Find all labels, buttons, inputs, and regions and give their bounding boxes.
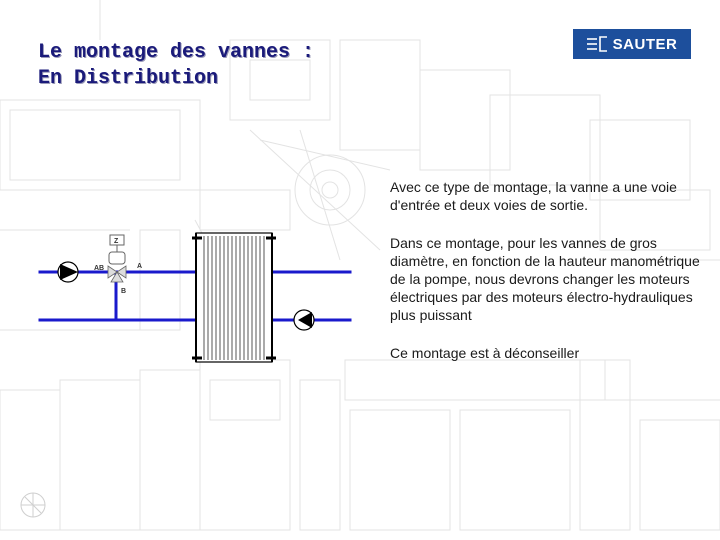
secondary-pump-icon xyxy=(294,310,314,330)
compass-icon xyxy=(21,493,45,517)
port-a-label: A xyxy=(137,263,143,270)
heat-exchanger-icon xyxy=(192,233,276,362)
description-text xyxy=(390,178,708,382)
sauter-logo-text: SAUTER xyxy=(612,35,678,53)
title-line-1: Le montage des vannes : xyxy=(38,41,315,64)
supply-pump-icon xyxy=(58,262,78,282)
port-b-label: B xyxy=(121,288,127,295)
port-ab-label: AB xyxy=(94,265,105,272)
paragraph-large-valves: Dans ce montage, pour les vannes de gros diamètre, en fonction de la hauteur manométrique de la pompe, nous devrons changer les moteurs électriques par des moteurs électro-hydrauliques plus puissant xyxy=(390,235,700,323)
motor-label: Z xyxy=(114,238,119,245)
paragraph-warning: Ce montage est à déconseiller xyxy=(390,345,580,361)
three-way-valve-icon xyxy=(94,235,142,295)
title-line-2: En Distribution xyxy=(38,67,219,90)
paragraph-intro: Avec ce type de montage, la vanne a une voie d'entrée et deux voies de sortie. xyxy=(390,179,677,213)
